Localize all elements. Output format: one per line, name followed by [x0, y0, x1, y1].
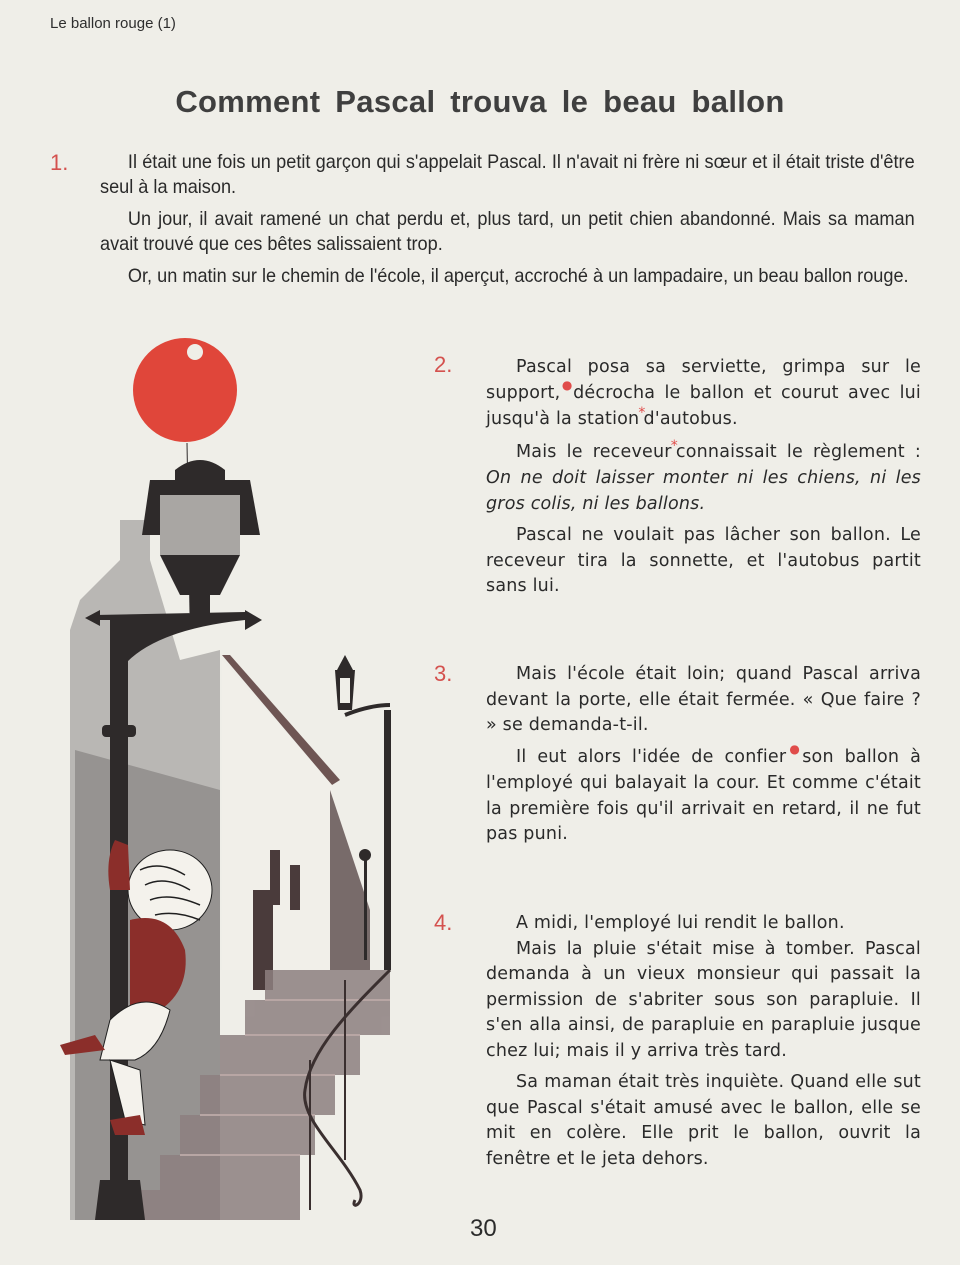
glossary-dot-icon: ●: [784, 741, 806, 756]
running-head: Le ballon rouge (1): [50, 15, 176, 32]
section-number-2: 2.: [434, 352, 453, 377]
rule-quote: On ne doit laisser monter ni les chiens, ni les gros colis, ni les ballons.: [486, 468, 921, 514]
glossary-star-icon: *: [670, 437, 678, 454]
glossary-star-icon: *: [638, 405, 646, 421]
section-2: [486, 355, 921, 606]
paragraph: Pascal posa sa serviette, grimpa sur le support,●décrocha le ballon et courut avec lui jusqu'à la station*d'autobus.: [486, 357, 921, 429]
section-1: [100, 150, 915, 296]
section-4: [486, 911, 921, 1178]
paragraph: Mais la pluie s'était mise à tomber. Pascal demanda à un vieux monsieur qui passait la permission de s'abriter sous son parapluie. Il s'en alla ainsi, de parapluie en parapluie jusque chez lui; mais il y arriva très tard.: [486, 938, 921, 1061]
paragraph: Pascal ne voulait pas lâcher son ballon. Le receveur tira la sonnette, et l'autobus partit sans lui.: [486, 525, 921, 596]
paragraph: Mais l'école était loin; quand Pascal arriva devant la porte, elle était fermée. « Que faire ? » se demanda-t-il.: [486, 664, 921, 735]
paragraph: Il était une fois un petit garçon qui s'appelait Pascal. Il n'avait ni frère ni sœur et il était triste d'être seul à la maison.: [100, 151, 915, 198]
page-title: Comment Pascal trouva le beau ballon: [175, 84, 785, 119]
illustration: [50, 330, 410, 1220]
paragraph: Sa maman était très inquiète. Quand elle sut que Pascal s'était amusé avec le ballon, elle se mit en colère. Elle prit le ballon, ouvrit la fenêtre et le jeta dehors.: [486, 1072, 921, 1169]
paragraph: Or, un matin sur le chemin de l'école, il aperçut, accroché à un lampadaire, un beau ballon rouge.: [127, 265, 909, 287]
paragraph: Mais le receveur*connaissait le règlement : On ne doit laisser monter ni les chiens, ni les gros colis, ni les ballons.: [486, 437, 921, 514]
paragraph: A midi, l'employé lui rendit le ballon.: [516, 913, 845, 933]
section-number-1: 1.: [50, 150, 69, 175]
glossary-dot-icon: ●: [558, 377, 577, 392]
section-3: [486, 662, 921, 854]
paragraph: Un jour, il avait ramené un chat perdu et, plus tard, un petit chien abandonné. Mais sa maman avait trouvé que ces bêtes salissaient trop.: [100, 208, 915, 255]
section-number-3: 3.: [434, 661, 453, 686]
section-number-4: 4.: [434, 910, 453, 935]
page-number: 30: [470, 1215, 497, 1242]
paragraph: Il eut alors l'idée de confier●son ballon à l'employé qui balayait la cour. Et comme c'était la première fois qu'il arrivait en retard, il ne fut pas puni.: [486, 741, 921, 844]
